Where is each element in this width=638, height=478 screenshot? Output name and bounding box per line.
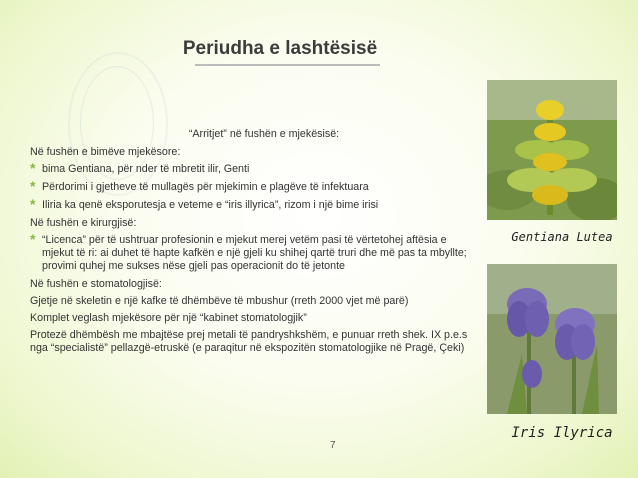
bullet-text: Iliria ka qenë eksporutesja e veteme e “iris illyrica”, rizom i një bime irisi [42, 199, 379, 211]
title-underline [195, 64, 380, 66]
page-number: 7 [330, 440, 336, 451]
iris-photo [487, 264, 617, 414]
gentiana-photo [487, 80, 617, 220]
dental-heading: Në fushën e stomatologjisë: [30, 278, 162, 290]
bullet-asterisk-icon: * [30, 196, 36, 212]
surgery-bullet [30, 231, 478, 273]
surgery-heading: Në fushën e kirurgjisë: [30, 217, 137, 229]
bullet-text: “Licenca” për të ushtruar profesionin e mjekut merej vetëm pasi të vërtetohej aftësia e mjekut të ri: ai duhet të hapte kafkën e një gjeli ku shihej qartë truri dhe më pas ta mbyllte; provimi quhej me sukses nëse gjeli pas operacionit do të jetonte [42, 234, 467, 272]
bullet-text: Përdorimi i gjetheve të mullagës për mjekimin e plagëve të infektuara [42, 181, 369, 193]
slide-title: Periudha e lashtësisë [182, 38, 378, 59]
gentiana-caption: Gentiana Lutea [511, 230, 613, 244]
slide-body [30, 128, 478, 359]
herbal-heading: Në fushën e bimëve mjekësore: [30, 146, 181, 158]
herbal-bullet [30, 160, 478, 176]
bullet-text: bima Gentiana, për nder të mbretit ilir, Genti [42, 163, 250, 175]
bullet-asterisk-icon: * [30, 160, 36, 176]
herbal-bullet [30, 196, 478, 212]
dental-paragraph: Komplet veglash mjekësore për një “kabinet stomatologjik” [30, 312, 307, 324]
bullet-asterisk-icon: * [30, 178, 36, 194]
dental-paragraph: Gjetje në skeletin e një kafke të dhëmbëve të mbushur (rreth 2000 vjet më parë) [30, 295, 409, 307]
iris-caption: Iris Ilyrica [511, 425, 613, 441]
dental-paragraph: Protezë dhëmbësh me mbajtëse prej metali të pandryshkshëm, e punuar rreth shek. IX p.e.s nga “specialistë” pellazgë-etruskë (e paraqitur në ekspozitën stomatologjike në Pragë, Çeki) [30, 329, 468, 354]
bullet-asterisk-icon: * [30, 231, 36, 247]
intro-line: “Arritjet” në fushën e mjekësisë: [188, 128, 340, 140]
herbal-bullet [30, 178, 478, 194]
